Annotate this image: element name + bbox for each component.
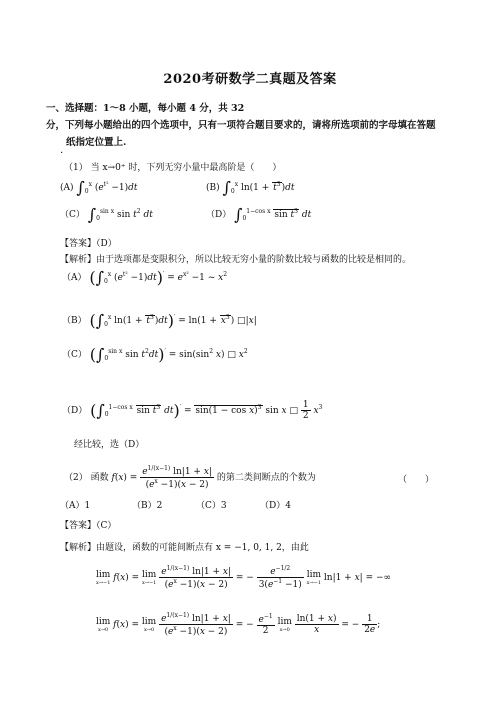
q2-stem-prefix: （2） 函数 xyxy=(64,473,109,483)
q1-option-c-formula: $\int_0^{sin x}$ $\sin t^2$ dt xyxy=(87,205,153,224)
q1-option-b-label: (B) xyxy=(206,183,220,193)
q1-option-b xyxy=(206,178,294,197)
q1-option-d-label: （D） xyxy=(206,210,232,220)
q2-option-c: （C）3 xyxy=(196,501,227,511)
q1-explain-b-formula: ($\int_0^x$ $\ln(1 + t^3)dt)' = \ln(1 + x^3)$ □|x| xyxy=(89,311,257,330)
section-instructions-line3: 纸指定位置上. xyxy=(66,137,127,148)
q1-option-d-formula: $\int_0^{1-cos x}$ $\sin t^3$ dt xyxy=(234,205,312,224)
q1-explain-a-label: （A） xyxy=(62,273,87,283)
q1-explain-d xyxy=(62,400,322,421)
q1-option-a xyxy=(60,178,138,197)
q2-analysis: 【解析】由题设，函数的可能间断点有 x = −1, 0, 1, 2，由此 xyxy=(60,543,309,553)
q1-explain-c-label: （C） xyxy=(62,350,87,360)
q1-option-c-label: （C） xyxy=(60,210,85,220)
q1-explain-c xyxy=(62,345,248,364)
q1-option-c xyxy=(60,205,153,224)
q1-explain-a xyxy=(62,268,227,287)
q1-option-d xyxy=(206,205,311,224)
q1-stem: （1） 当 x→0⁺ 时，下列无穷小量中最高阶是（ ） xyxy=(64,163,282,173)
q2-stem xyxy=(64,465,316,490)
q1-conclusion: 经比较，选（D） xyxy=(74,440,145,450)
q2-answer-paren: （ ） xyxy=(398,475,435,485)
q1-analysis: 【解析】由于选项都是变限积分，所以比较无穷小量的阶数比较与函数的比较是相同的。 xyxy=(60,255,412,265)
q2-option-a: （A）1 xyxy=(60,501,91,511)
q1-option-a-label: (A) xyxy=(60,183,74,193)
q1-explain-b xyxy=(62,311,257,330)
q1-explain-b-label: （B） xyxy=(62,316,87,326)
q2-stem-suffix: 的第二类间断点的个数为 xyxy=(216,473,316,483)
q1-option-a-formula: $\int_0^x$ $(e^{t^2} -1)dt$ xyxy=(76,178,138,197)
q2-limit-minus-one: lim x→−1 f(x) = lim x→−1 $\frac{e^{1/(x-1)} \ln|1 + x|}{(e^x -1)(x - 2)}$ = − $\frac{e^{-1/2}}{3(e^{-1} -1)}$ lim x→−1 ln|1 + x| = −∞ xyxy=(96,565,392,590)
section-heading: 一、选择题：1～8 小题，每小题 4 分，共 32 xyxy=(46,103,245,114)
q2-limit-zero: lim x→0 f(x) = lim x→0 $\frac{e^{1/(x-1)} \ln|1 + x|}{(e^x -1)(x - 2)}$ = − $\frac{e^{-1}}{2}$ lim x→0 $\frac{\ln(1 + x)}{x}$ = − $\frac{1}{2e}$ ; xyxy=(96,612,381,637)
q2-function-formula: f(x) = $\frac{e^{1/(x-1)} \ln|1 + x|}{(e^x -1)(x - 2)}$ xyxy=(111,465,212,490)
q1-option-b-formula: $\int_0^x$ $\ln(1 + t^3)dt$ xyxy=(222,178,295,197)
q2-option-b: （B）2 xyxy=(132,501,163,511)
q1-explain-d-formula: ($\int_0^{1-cos x}$ $\sin t^3$ $dt)' = \sin(1 - \cos x)^3$ sin x □ $\frac{1}{2}$ $x^3$ xyxy=(90,400,323,421)
q1-explain-a-formula: ($\int_0^x$ $(e^{t^2} -1)dt)' = e^{x^2} -1$ ~ $x^2$ xyxy=(89,268,228,287)
q1-explain-d-label: （D） xyxy=(62,406,88,416)
q1-explain-c-formula: ($\int_0^{sin x}$ $\sin t^2dt)' = \sin(\sin^2$ x) □ $x^2$ xyxy=(89,345,248,364)
q2-option-d: （D）4 xyxy=(260,501,291,511)
section-instructions-line2: 分，下列每小题给出的四个选项中，只有一项符合题目要求的，请将所选项前的字母填在答题 xyxy=(46,120,436,131)
q1-answer: 【答案】（D） xyxy=(60,239,117,249)
page-title: 2020考研数学二真题及答案 xyxy=(163,72,337,87)
bullet-dot: · xyxy=(60,148,64,159)
q2-answer: 【答案】（C） xyxy=(60,521,117,531)
